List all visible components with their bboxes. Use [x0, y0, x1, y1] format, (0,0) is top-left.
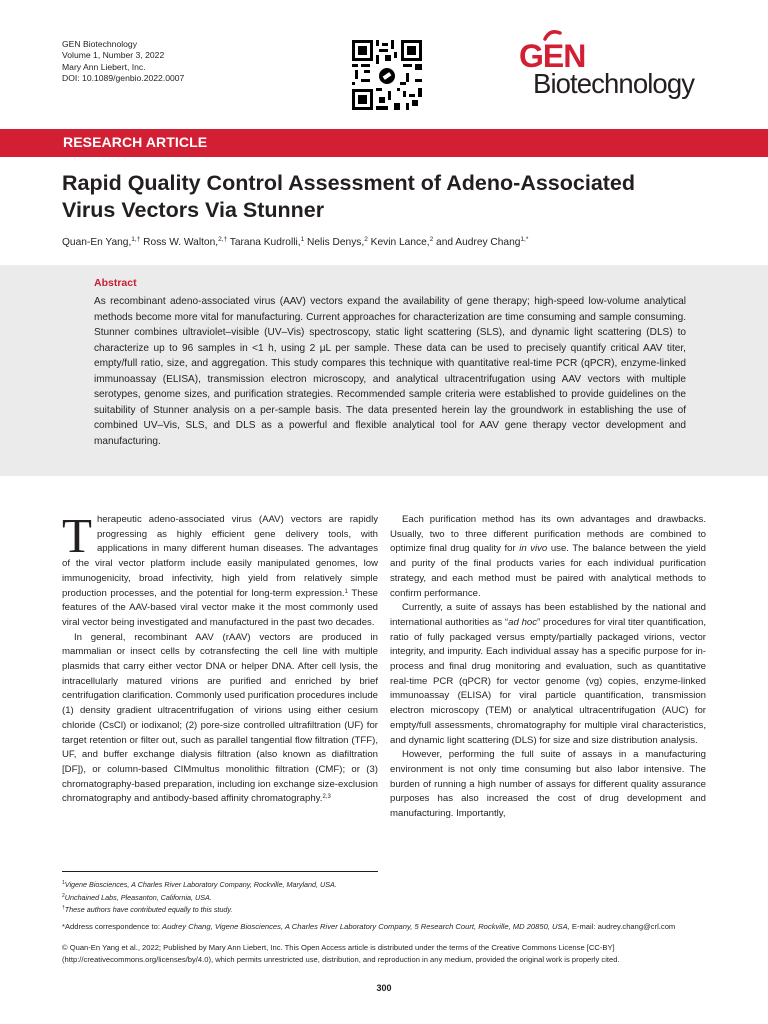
- paragraph-text: In general, recombinant AAV (rAAV) vectors are produced in mammalian or insect cells by cotransfecting the cell line with multiple plasmids that carry either vector DNA or helper DNA. After cell lysis, the intracellularly matured virions are purified and enriched by brief centrifugation clarification. Commonly used purification procedures include (1) density gradient ultracentrifugation of virions using either cesium chloride (CsCl) or iodixanol; (2) pore-size controlled ultrafiltration (UF) for target retention or filter out, such as parallel tangential flow filtration (TFF), UF, and buffer exchange dialysis filtration (also known as diafiltration [DF]), or column-based CIMmultus monolithic filtration (CMF); or (3) chromatography-based preparation, including ion exchange size-exclusion chromatography and antibody-based affinity chromatography.: [62, 631, 378, 805]
- italic-term: ad hoc: [508, 616, 538, 628]
- author-list: [62, 236, 528, 248]
- page-number: 300: [376, 983, 392, 993]
- author-affiliation: 1,*: [520, 236, 529, 243]
- paragraph-text: However, performing the full suite of assays in a manufacturing environment is not only time consuming but also labor intensive. The burden of running a high number of assays for different quality assurance purposes has also increased the cost of drug development and manufacturing. Importantly,: [390, 749, 706, 820]
- author-name: and Audrey Chang: [433, 237, 521, 248]
- publisher: Mary Ann Liebert, Inc.: [62, 61, 146, 72]
- paragraph-text: use. The balance between the yield and purity of the final products varies for each individual purification strategy, and each method must be paired with analytical methods to confirm performance.: [390, 543, 706, 599]
- body-paragraph: [390, 513, 706, 601]
- footnote-text: These authors have contributed equally to this study.: [64, 905, 233, 915]
- author-name: Nelis Denys,: [304, 237, 365, 248]
- article-title: [62, 170, 702, 224]
- footnote: [62, 891, 337, 904]
- body-column-left: [62, 508, 378, 807]
- italic-term: in vivo: [519, 543, 548, 555]
- journal-meta: [62, 39, 184, 85]
- reference-mark[interactable]: 1: [344, 588, 348, 595]
- body-paragraph: [62, 631, 378, 807]
- body-paragraph: [390, 601, 706, 748]
- paragraph-text: Each purification method has its own advantages and drawbacks. Usually, two to three different purification methods are combined to optimize final drug quality for: [390, 514, 706, 555]
- author-affiliation: 1,†: [131, 236, 141, 243]
- author-name: Tarana Kudrolli,: [227, 237, 301, 248]
- author-affiliation: 1: [300, 236, 305, 243]
- logo-top-text: GEN: [519, 38, 586, 74]
- body-column-right: [390, 513, 706, 822]
- footnote-mark: 1: [62, 880, 65, 886]
- abstract-heading: Abstract: [94, 277, 137, 289]
- author-name: Kevin Lance,: [367, 237, 430, 248]
- reference-mark[interactable]: 2,3: [322, 794, 331, 801]
- paragraph-text: ” procedures for viral titer quantification, ratio of fully packaged versus empty/partially packaged virions, vector integrity, and impurity. Each individual assay has a specific purpose for in-process and final drug monitoring and evaluation, such as quantitative real-time PCR (qPCR) for vector genome (vg) copies, enzyme-linked immunoassay (ELISA) for viral particle quantification, transmission electron microscopy (TEM) or analytical ultracentrifugation (AUC) for empty/full assessments, chromatography for multiple viral characteristics, and dynamic light scattering (DLS) for size and size distribution analysis.: [390, 616, 707, 746]
- footnote-divider: [62, 871, 378, 872]
- title-line-2: Virus Vectors Via Stunner: [62, 198, 325, 222]
- footnotes: [62, 878, 337, 916]
- title-line-1: Rapid Quality Control Assessment of Adeno-Associated: [62, 171, 636, 195]
- author-name: Ross W. Walton,: [140, 237, 219, 248]
- article-type-label: RESEARCH ARTICLE: [63, 134, 208, 150]
- author-name: Quan-En Yang,: [62, 237, 132, 248]
- body-paragraph: [390, 748, 706, 822]
- abstract-box: [0, 265, 768, 476]
- footnote-text: Unchained Labs, Pleasanton, California, USA.: [64, 892, 212, 902]
- logo-bottom-text: Biotechnology: [533, 68, 695, 99]
- footnote-mark: 2: [62, 892, 65, 899]
- author-affiliation: 2: [429, 236, 434, 243]
- abstract-text: As recombinant adeno-associated virus (AAV) vectors expand the availability of gene therapy; high-speed low-volume analytical methods become more vital for manufacturing. Current approaches for characterization are time consuming and sample consuming. Stunner combines ultraviolet–visible (UV–Vis) spectroscopy, static light scattering (SLS), and dynamic light scattering (DLS) to characterize up to 96 samples in <1 h, using 2 μL per sample. These data can be used to precisely quantify critical AAV titer, empty/full ratio, size, and aggregation. This study compares this technique with quantitative real-time PCR (qPCR), enzyme-linked immunoassay (ELISA), transmission electron microscopy, and analytical ultracentrifugation using AAV vectors with multiple serotypes, genome sizes, and purification strategies. Recommended sample criteria were established to provide guidelines on the suitability of Stunner analysis on a per-sample basis. The data presented herein lay the groundwork in establishing the use of combined UV–Vis, SLS, and DLS as a powerful and flexible analytical tool for AAV gene therapy vector development and manufacturing.: [94, 296, 686, 447]
- article-type-band: [0, 129, 768, 157]
- doi[interactable]: DOI: 10.1089/genbio.2022.0007: [62, 73, 185, 84]
- paragraph-text: herapeutic adeno-associated virus (AAV) vectors are rapidly progressing as highly efficient gene delivery tools, with applications in many different human diseases. The advantages of the viral vector platform include easily manipulated genomes, low immunogenicity, broad infectivity, high yield from relatively simple production processes, and the potential for long-term expression.: [62, 514, 378, 599]
- paragraph-text: Currently, a suite of assays has been established by the national and international authorities as “: [390, 602, 706, 628]
- footnote: [62, 878, 337, 891]
- footnote-text: Vigene Biosciences, A Charles River Laboratory Company, Rockville, Maryland, USA.: [64, 880, 337, 889]
- author-affiliation: 2,†: [218, 236, 228, 243]
- copyright-notice: © Quan-En Yang et al., 2022; Published by Mary Ann Liebert, Inc. This Open Access article is distributed under the terms of the Creative Commons License [CC-BY] (http://creativecommons.org/licenses/by/4.0), which permits unrestricted use, distribution, and reproduction in any medium, provided the original work is properly cited.: [62, 943, 620, 964]
- author-affiliation: 2: [364, 236, 368, 243]
- body-paragraph: [62, 508, 378, 631]
- footnote: [62, 903, 337, 916]
- address-text: Audrey Chang, Vigene Biosciences, A Charles River Laboratory Company, 5 Research Court, Rockville, MD 20850, USA,: [162, 922, 570, 931]
- contact-email[interactable]: E-mail: audrey.chang@crl.com: [569, 922, 676, 931]
- journal-volume: Volume 1, Number 3, 2022: [62, 50, 165, 61]
- drop-cap: T: [62, 508, 92, 563]
- address-label: *Address correspondence to:: [62, 922, 163, 931]
- gen-biotechnology-logo: [519, 27, 718, 107]
- paragraph-text: These features of the AAV-based viral vector make it the most commonly used viral vector being investigated and manufactured in the past two decades.: [62, 587, 378, 628]
- correspondence-address: [62, 922, 722, 931]
- qr-code-icon: [352, 40, 422, 110]
- footnote-mark: †: [62, 905, 65, 912]
- journal-name: GEN Biotechnology: [62, 39, 137, 49]
